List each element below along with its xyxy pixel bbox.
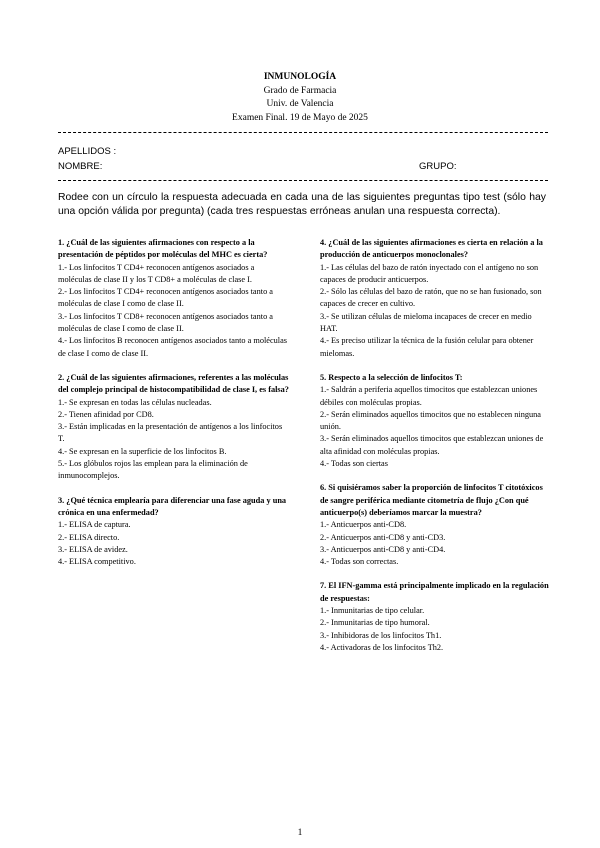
answer-option[interactable]: 3.- Están implicadas en la presentación de antígenos a los linfocitos T. [58, 422, 283, 444]
answer-option[interactable]: 2.- Anticuerpos anti-CD8 y anti-CD3. [320, 532, 446, 542]
answer-option[interactable]: 3.- Se utilizan células de mieloma incapaces de crecer en medio HAT. [320, 311, 532, 334]
question-block [58, 372, 290, 483]
answer-option[interactable]: 4.- Se expresan en la superficie de los linfocitos B. [58, 446, 227, 456]
answer-option[interactable]: 3.- Inhibidoras de los linfocitos Th1. [320, 630, 442, 640]
course-title: INMUNOLOGÍA [263, 72, 337, 82]
question-title: 4. ¿Cuál de las siguientes afirmaciones es cierta en relación a la producción de anticuerpos monoclonales? [320, 238, 543, 260]
question-title: 3. ¿Qué técnica emplearía para diferenciar una fase aguda y una crónica en una enfermedad? [58, 495, 287, 517]
answer-option[interactable]: 1.- Los linfocitos T CD4+ reconocen antígenos asociados a moléculas de clase II y los T CD8+ a moléculas de clase I. [58, 262, 255, 284]
exam-date-line: Examen Final. 19 de Mayo de 2025 [232, 112, 368, 123]
answer-option[interactable]: 2.- Sólo las células del bazo de ratón, que no se han fusionado, son capaces de crecer en cultivo. [320, 287, 542, 309]
nombre-label: NOMBRE: [58, 161, 103, 172]
question-block [320, 237, 550, 360]
answer-option[interactable]: 1.- ELISA de captura. [58, 520, 131, 530]
answer-option[interactable]: 4.- ELISA competitivo. [58, 557, 136, 567]
question-title: 6. Si quisiéramos saber la proporción de linfocitos T citotóxicos de sangre periférica mediante citometría de flujo ¿Con qué anticuerpo(s) deberíamos marcar la muestra? [320, 483, 543, 517]
answer-option[interactable]: 1.- Anticuerpos anti-CD8. [320, 520, 407, 530]
answer-option[interactable]: 4.- Todas son correctas. [320, 557, 399, 567]
grupo-label: GRUPO: [419, 161, 457, 172]
answer-option[interactable]: 4.- Activadoras de los linfocitos Th2. [320, 642, 444, 652]
question-title: 7. El IFN-gamma está principalmente implicado en la regulación de respuestas: [320, 581, 549, 603]
answer-option[interactable]: 2.- Los linfocitos T CD4+ reconocen antígenos asociados tanto a moléculas de clase I como de clase II. [58, 287, 273, 309]
answer-option[interactable]: 1.- Las células del bazo de ratón inyectado con el antígeno no son capaces de producir anticuerpos. [320, 262, 539, 284]
exam-header [0, 71, 600, 125]
answer-option[interactable]: 1.- Saldrán a periferia aquellos timocitos que establezcan uniones débiles con moléculas propias. [320, 385, 538, 407]
answer-option[interactable]: 3.- Los linfocitos T CD8+ reconocen antígenos asociados tanto a moléculas de clase I como de clase II. [58, 311, 273, 334]
university-line: Univ. de Valencia [266, 99, 334, 110]
question-title: 1. ¿Cuál de las siguientes afirmaciones con respecto a la presentación de péptidos por moléculas del MHC es cierta? [58, 238, 268, 260]
question-title: 2. ¿Cuál de las siguientes afirmaciones, referentes a las moléculas del complejo principal de histocompatibilidad de clase I, es falsa? [58, 372, 289, 395]
answer-option[interactable]: 4.- Es preciso utilizar la técnica de la fusión celular para obtener mielomas. [320, 336, 534, 358]
question-block [320, 580, 550, 654]
divider-top [58, 132, 548, 133]
questions-right-column [320, 237, 550, 666]
answer-option[interactable]: 4.- Todas son ciertas [320, 459, 388, 469]
page-number: 1 [297, 828, 303, 838]
divider-bottom [58, 180, 548, 181]
question-block [58, 237, 290, 360]
question-title: 5. Respecto a la selección de linfocitos T: [320, 372, 463, 382]
answer-option[interactable]: 2.- Tienen afinidad por CD8. [58, 409, 154, 419]
instructions-text: Rodee con un círculo la respuesta adecuada en cada una de las siguientes preguntas tipo test (sólo hay una opción válida por pregunta) (cada tres respuestas erróneas anulan una respuesta correcta). [58, 192, 546, 217]
answer-option[interactable]: 3.- Serán eliminados aquellos timocitos que establezcan uniones de alta afinidad con moléculas propias. [320, 434, 544, 456]
answer-option[interactable]: 2.- Inmunitarias de tipo humoral. [320, 618, 430, 628]
answer-option[interactable]: 4.- Los linfocitos B reconocen antígenos asociados tanto a moléculas de clase I como de clase II. [58, 336, 288, 358]
answer-option[interactable]: 1.- Inmunitarias de tipo celular. [320, 606, 425, 616]
answer-option[interactable]: 1.- Se expresan en todas las células nucleadas. [58, 397, 212, 407]
degree-line: Grado de Farmacia [263, 85, 337, 96]
answer-option[interactable]: 3.- ELISA de avidez. [58, 544, 128, 554]
questions-left-column [58, 237, 290, 580]
apellidos-label: APELLIDOS : [58, 146, 117, 157]
answer-option[interactable]: 2.- ELISA directo. [58, 532, 120, 542]
answer-option[interactable]: 2.- Serán eliminados aquellos timocitos que no establecen ninguna unión. [320, 409, 541, 432]
answer-option[interactable]: 5.- Los glóbulos rojos las emplean para la eliminación de inmunocomplejos. [58, 459, 248, 481]
question-block [320, 372, 550, 470]
answer-option[interactable]: 3.- Anticuerpos anti-CD8 y anti-CD4. [320, 544, 446, 554]
question-block [320, 482, 550, 568]
question-block [58, 495, 290, 569]
